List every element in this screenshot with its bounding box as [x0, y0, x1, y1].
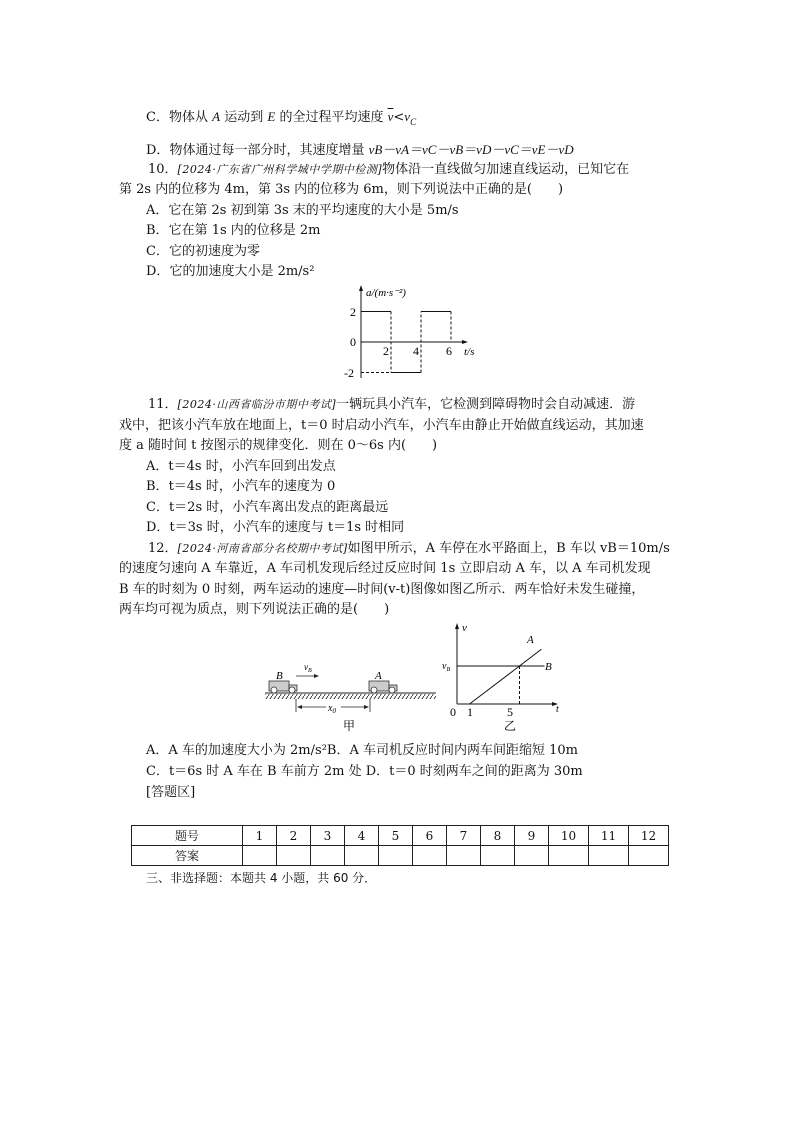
question-source: [2024·山西省临汾市期中考试] [177, 398, 337, 411]
y-tick-label: -2 [344, 366, 354, 380]
q10-option-b [146, 223, 321, 239]
q9-option-d [146, 142, 574, 159]
q11-stem-line3: 度 a 随时间 t 按图示的规律变化．则在 0～6s 内( ) [119, 438, 438, 453]
x-axis-label: t [556, 704, 559, 715]
car-b-label: B [276, 670, 283, 682]
question-number: 10． [148, 162, 178, 177]
q11-stem-line2: 戏中，把该小汽车放在地面上，t＝0 时启动小汽车，小汽车由静止开始做直线运动，其加速 [119, 418, 644, 433]
header-label-cell: 题号 [132, 826, 243, 846]
series-line-a [520, 649, 542, 666]
less-than: < [393, 110, 405, 125]
y-axis-arrow [455, 623, 459, 629]
question-number-cell: 12 [629, 826, 669, 846]
point-e: E [267, 109, 276, 124]
answer-cell[interactable] [243, 846, 277, 866]
velocity-label: $v_B$ [304, 662, 312, 674]
series-line-a [470, 666, 520, 704]
q12-stem-line1 [148, 541, 670, 557]
q11-option-c [146, 500, 388, 516]
question-text: 如图甲所示，A 车停在水平路面上，B 车以 vB＝10m/s [347, 541, 670, 556]
acceleration-time-chart [330, 282, 490, 382]
question-text: 一辆玩具小汽车，它检测到障碍物时会自动减速．游 [336, 397, 636, 412]
option-text: t＝3s 时，小汽车的速度与 t＝1s 时相同 [169, 520, 405, 535]
question-text: 物体沿一直线做匀加速直线运动，已知它在 [382, 162, 630, 177]
answer-cell[interactable] [379, 846, 413, 866]
x-tick-label: 6 [446, 344, 452, 358]
section-3-heading: 三、非选择题：本题共 4 小题，共 60 分． [146, 871, 377, 885]
q10-stem-line1 [148, 162, 629, 178]
x-tick-label: 4 [413, 344, 419, 358]
y-tick-label: 0 [350, 335, 356, 349]
option-label: C． [146, 500, 169, 515]
figure-caption-yi: 乙 [504, 719, 517, 733]
car-a [369, 681, 397, 693]
answer-cell[interactable] [481, 846, 515, 866]
q10-option-a [146, 203, 459, 219]
question-number: 11． [148, 397, 178, 412]
question-number-cell: 4 [345, 826, 379, 846]
figure-jia-cars [260, 640, 445, 735]
option-label: D． [146, 143, 170, 158]
y-tick-label: 2 [350, 305, 356, 319]
q12-stem-line3: B 车的时刻为 0 时刻，两车运动的速度—时间(v-t)图像如图乙所示．两车恰好未发生碰撞， [119, 582, 645, 597]
question-number-cell: 2 [277, 826, 311, 846]
velocity-c-sub: C [410, 116, 417, 127]
y-axis-arrow [359, 285, 363, 291]
x-tick-label: 5 [507, 705, 513, 719]
option-label: C． [146, 244, 169, 259]
y-axis-label: a/(m·s⁻²) [366, 287, 406, 299]
q11-option-a [146, 459, 336, 475]
velocity-time-chart [440, 615, 570, 740]
q12-options-cd: C．t＝6s 时 A 车在 B 车前方 2m 处 D．t＝0 时刻两车之间的距离为 30m [146, 764, 583, 779]
answer-table-answer-row [132, 846, 669, 866]
velocity-formula: vB－vA＝vC－vB＝vD－vC＝vE－vD [368, 142, 574, 157]
q11-stem-line1 [148, 397, 635, 413]
figure-caption-jia: 甲 [343, 719, 356, 733]
answer-table-header-row [132, 826, 669, 846]
option-label: B． [146, 479, 169, 494]
option-label: A． [146, 203, 169, 218]
question-number-cell: 9 [515, 826, 549, 846]
answer-table [131, 825, 669, 866]
answer-cell[interactable] [549, 846, 589, 866]
x-axis-arrow [462, 340, 468, 344]
answer-cell[interactable] [629, 846, 669, 866]
answer-cell[interactable] [277, 846, 311, 866]
question-source: [2024·广东省广州科学城中学期中检测] [177, 163, 383, 176]
x-tick-label: 2 [383, 344, 389, 358]
option-text: 物体通过每一部分时，其速度增量 [169, 143, 365, 158]
option-text: 它的初速度为零 [168, 244, 260, 259]
option-label: A． [146, 459, 169, 474]
answer-cell[interactable] [413, 846, 447, 866]
option-text: 运动到 [224, 110, 264, 125]
question-number-cell: 5 [379, 826, 413, 846]
series-label-a: A [527, 634, 534, 646]
option-text: t＝2s 时，小汽车离出发点的距离最远 [168, 500, 389, 515]
option-text: 物体从 [168, 110, 208, 125]
car-b [269, 681, 297, 693]
option-text: 的全过程平均速度 [279, 110, 384, 125]
q10-stem-line2: 第 2s 内的位移为 4m，第 3s 内的位移为 6m，则下列说法中正确的是( ) [119, 182, 564, 197]
dimension-arrowhead [364, 705, 369, 709]
q12-stem-line2: 的速度匀速向 A 车靠近，A 车司机发现后经过反应时间 1s 立即启动 A 车，以 A 车司机发现 [119, 561, 651, 576]
question-number-cell: 3 [311, 826, 345, 846]
y-tick-label-vb: $v_B$ [442, 661, 451, 673]
answer-cell[interactable] [589, 846, 629, 866]
answer-area-title: [答题区] [146, 785, 196, 800]
answer-cell[interactable] [515, 846, 549, 866]
y-axis-label: v [462, 622, 467, 634]
answer-cell[interactable] [345, 846, 379, 866]
question-number-cell: 10 [549, 826, 589, 846]
option-label: B． [146, 223, 169, 238]
distance-label: $x_0$ [328, 703, 336, 715]
question-number-cell: 7 [447, 826, 481, 846]
option-text: t＝4s 时，小汽车的速度为 0 [168, 479, 336, 494]
option-text: t＝4s 时，小汽车回到出发点 [168, 459, 336, 474]
option-label: C． [146, 110, 169, 125]
velocity-arrowhead [314, 674, 319, 678]
question-source: [2024·河南省部分名校期中考试] [177, 542, 348, 555]
q11-option-b [146, 479, 335, 495]
question-number-cell: 11 [589, 826, 629, 846]
q10-option-d [146, 264, 314, 280]
option-label: D． [146, 264, 170, 279]
velocity-c: v [404, 109, 411, 124]
answer-cell[interactable] [447, 846, 481, 866]
q12-options-ab: A．A 车的加速度大小为 2m/s²B．A 车司机反应时间内两车间距缩短 10m [146, 743, 578, 758]
option-text: 它的加速度大小是 2m/s² [169, 264, 315, 279]
q12-stem-line4: 两车均可视为质点，则下列说法正确的是( ) [119, 602, 390, 617]
point-a: A [212, 109, 221, 124]
ground-hatch [265, 694, 436, 699]
question-number-cell: 1 [243, 826, 277, 846]
car-a-label: A [375, 670, 382, 682]
question-number: 12． [148, 541, 178, 556]
q9-option-c [146, 109, 416, 131]
average-velocity: $\overline{v}$ [387, 109, 394, 124]
question-number-cell: 6 [413, 826, 447, 846]
series-label-b: B [545, 661, 552, 673]
dimension-arrowhead [297, 705, 302, 709]
option-text: 它在第 1s 内的位移是 2m [168, 223, 321, 238]
q11-option-d [146, 520, 404, 536]
answer-label-cell: 答案 [132, 846, 243, 866]
option-label: D． [146, 520, 170, 535]
x-axis-label: t/s [464, 346, 475, 358]
question-number-cell: 8 [481, 826, 515, 846]
q10-option-c [146, 244, 260, 260]
x-tick-label: 0 [450, 705, 456, 719]
x-tick-label: 1 [467, 705, 473, 719]
answer-cell[interactable] [311, 846, 345, 866]
option-text: 它在第 2s 初到第 3s 末的平均速度的大小是 5m/s [168, 203, 459, 218]
